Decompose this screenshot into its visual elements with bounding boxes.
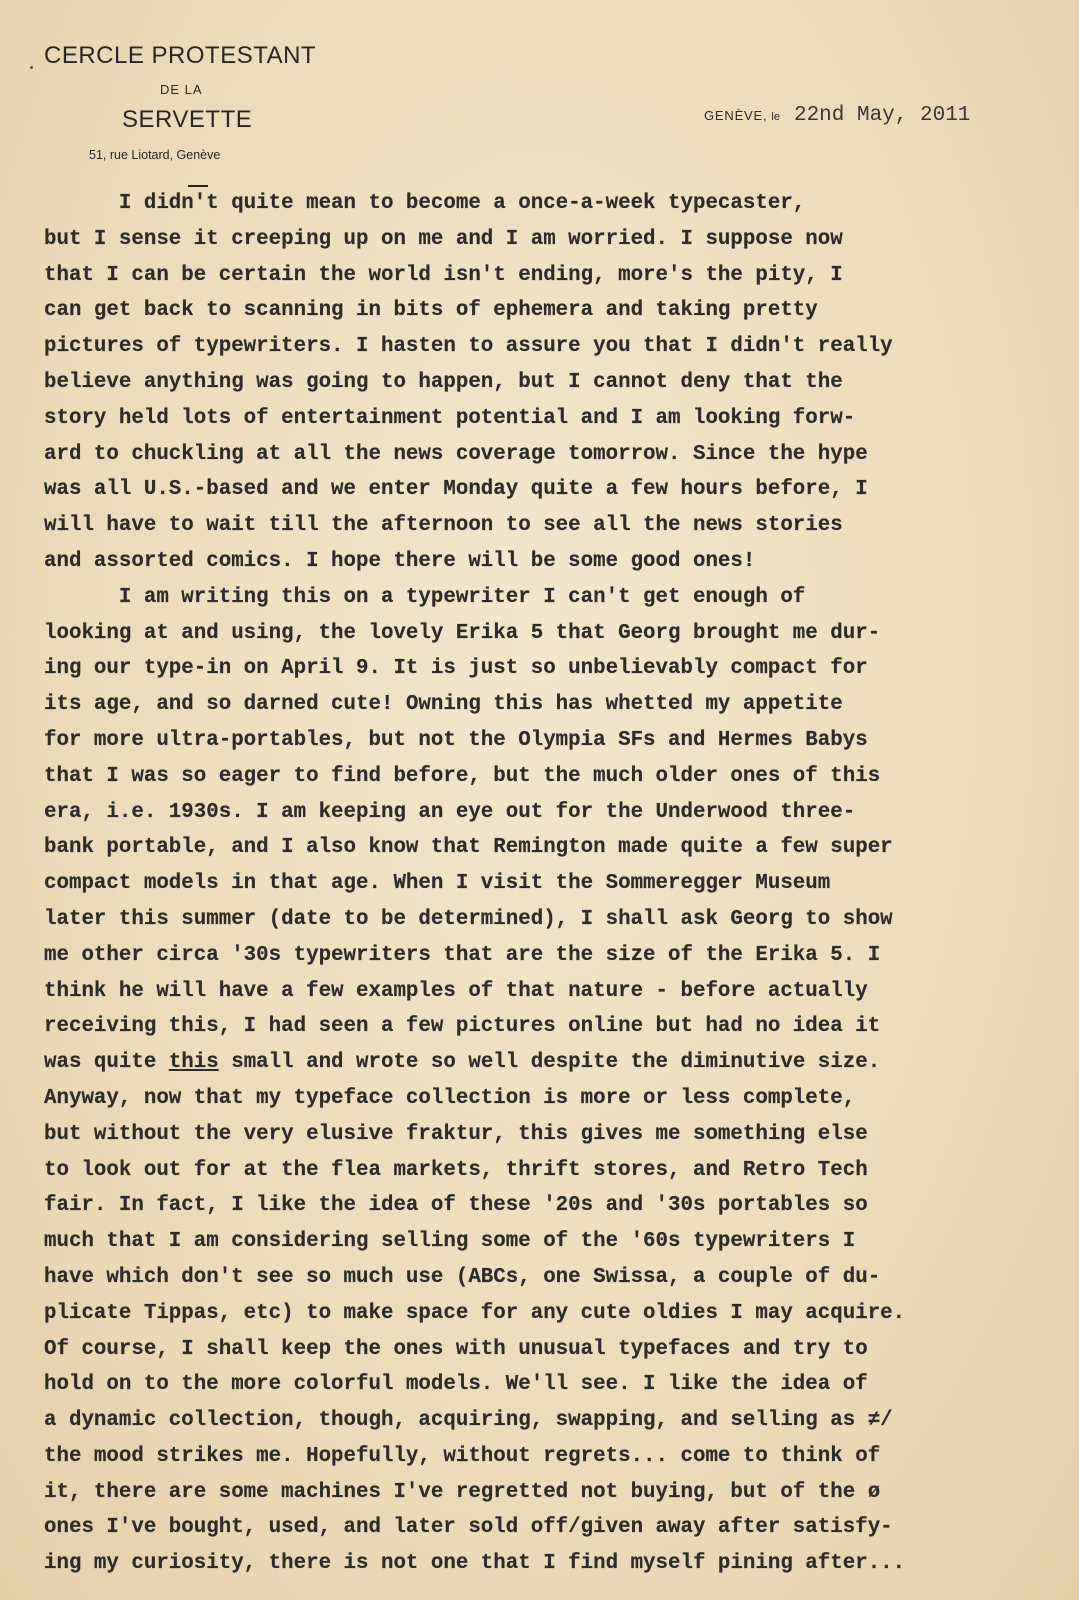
body-line: I am writing this on a typewriter I can't get enough of: [44, 585, 806, 609]
body-line: ing my curiosity, there is not one that I find myself pining after...: [44, 1552, 906, 1576]
body-line-start: was quite: [44, 1051, 169, 1075]
body-line: for more ultra-portables, but not the Olympia SFs and Hermes Babys: [44, 728, 868, 752]
body-line: believe anything was going to happen, but I cannot deny that the: [44, 370, 843, 394]
body-line: fair. In fact, I like the idea of these '20s and '30s portables so: [44, 1194, 868, 1218]
body-line: ing our type-in on April 9. It is just so unbelievably compact for: [44, 657, 868, 681]
body-line: that I was so eager to find before, but the much older ones of this: [44, 764, 881, 788]
body-line: me other circa '30s typewriters that are the size of the Erika 5. I: [44, 943, 881, 967]
body-line: but without the very elusive fraktur, this gives me something else: [44, 1122, 868, 1146]
body-line: can get back to scanning in bits of ephemera and taking pretty: [44, 299, 818, 323]
body-line: ard to chuckling at all the news coverage tomorrow. Since the hype: [44, 442, 868, 466]
letter-body: [44, 186, 1044, 1582]
body-line: was all U.S.-based and we enter Monday quite a few hours before, I: [44, 478, 868, 502]
body-line: and assorted comics. I hope there will be some good ones!: [44, 549, 756, 573]
body-line: later this summer (date to be determined), I shall ask Georg to show: [44, 907, 893, 931]
body-line: much that I am considering selling some of the '60s typewriters I: [44, 1230, 856, 1254]
dateline: [704, 104, 970, 127]
body-line: Of course, I shall keep the ones with unusual typefaces and try to: [44, 1337, 868, 1361]
body-line: pictures of typewriters. I hasten to assure you that I didn't really: [44, 335, 893, 359]
body-line: bank portable, and I also know that Remington made quite a few super: [44, 836, 893, 860]
body-line: ones I've bought, used, and later sold off/given away after satisfy-: [44, 1516, 893, 1540]
body-line: the mood strikes me. Hopefully, without regrets... come to think of: [44, 1444, 881, 1468]
body-line: looking at and using, the lovely Erika 5 that Georg brought me dur-: [44, 621, 881, 645]
dateline-city: GENÈVE,: [704, 108, 768, 123]
letterhead-servette: SERVETTE: [122, 106, 253, 133]
letterhead-de-la: DE LA: [160, 82, 203, 97]
underlined-word: this: [168, 1051, 219, 1075]
body-line: think he will have a few examples of that nature - before actually: [44, 979, 868, 1003]
body-line-with-underline: [44, 1045, 1044, 1081]
body-line: will have to wait till the afternoon to see all the news stories: [44, 514, 843, 538]
body-line: receiving this, I had seen a few pictures online but had no idea it: [44, 1015, 881, 1039]
body-line: compact models in that age. When I visit the Sommeregger Museum: [44, 872, 831, 896]
body-line: it, there are some machines I've regretted not buying, but of the ø: [44, 1480, 881, 1504]
body-line: story held lots of entertainment potential and I am looking forw-: [44, 406, 856, 430]
letter-date: 22nd May, 2011: [793, 104, 971, 127]
letterhead-address: 51, rue Liotard, Genève: [89, 148, 221, 162]
body-line-end: small and wrote so well despite the diminutive size.: [218, 1051, 881, 1075]
dateline-suffix: le: [771, 111, 780, 123]
body-line: Anyway, now that my typeface collection is more or less complete,: [44, 1086, 856, 1110]
body-line: have which don't see so much use (ABCs, one Swissa, a couple of du-: [44, 1265, 881, 1289]
body-line: hold on to the more colorful models. We'll see. I like the idea of: [44, 1373, 868, 1397]
body-line: plicate Tippas, etc) to make space for any cute oldies I may acquire.: [44, 1301, 906, 1325]
body-line: its age, and so darned cute! Owning this has whetted my appetite: [44, 693, 843, 717]
body-line: but I sense it creeping up on me and I am worried. I suppose now: [44, 227, 843, 251]
body-line: I didn't quite mean to become a once-a-week typecaster,: [44, 192, 806, 215]
letterhead-org-name: CERCLE PROTESTANT: [44, 42, 317, 69]
paper-speck: [30, 66, 33, 69]
body-line: era, i.e. 1930s. I am keeping an eye out for the Underwood three-: [44, 800, 856, 824]
body-line: that I can be certain the world isn't ending, more's the pity, I: [44, 263, 843, 287]
body-line: to look out for at the flea markets, thrift stores, and Retro Tech: [44, 1158, 868, 1182]
body-line: a dynamic collection, though, acquiring, swapping, and selling as ≠/: [44, 1409, 893, 1433]
